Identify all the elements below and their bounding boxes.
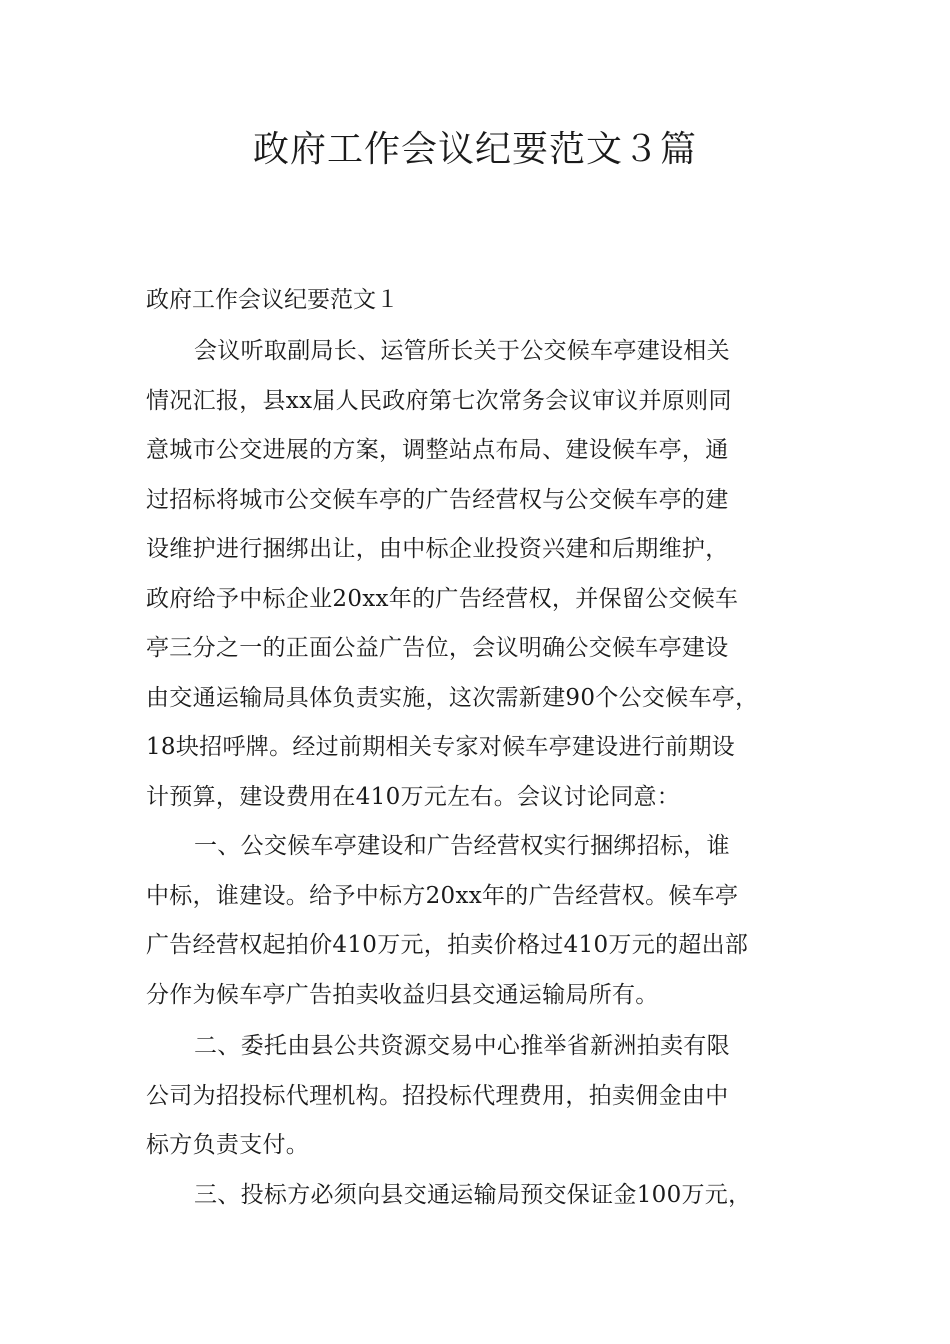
text-line: 意城市公交进展的方案，调整站点布局、建设候车亭，通 (146, 437, 729, 463)
paragraph-item-two (146, 1022, 826, 1171)
text-line: 计预算，建设费用在410万元左右。会议讨论同意： (146, 783, 681, 810)
text-line: 分作为候车亭广告拍卖收益归县交通运输局所有。 (146, 981, 659, 1008)
text-line: 亭三分之一的正面公益广告位，会议明确公交候车亭建设 (146, 635, 729, 661)
text-line: 会议听取副局长、运管所长关于公交候车亭建设相关 (194, 338, 730, 364)
text-line: 中标，谁建设。给予中标方20xx年的广告经营权。候车亭 (146, 882, 739, 909)
paragraph-item-one (146, 822, 826, 1020)
paragraph-item-three (146, 1171, 826, 1221)
text-line: 情况汇报，县xx届人民政府第七次常务会议审议并原则同 (146, 387, 732, 414)
text-line: 由交通运输局具体负责实施，这次需新建90个公交候车亭， (146, 684, 759, 711)
document-title: 政府工作会议纪要范文３篇 (252, 129, 697, 170)
text-line: 18块招呼牌。经过前期相关专家对候车亭建设进行前期设 (146, 734, 736, 760)
text-line: 过招标将城市公交候车亭的广告经营权与公交候车亭的建 (146, 486, 729, 513)
text-line: 政府给予中标企业20xx年的广告经营权，并保留公交候车 (146, 585, 739, 612)
text-line: 二、委托由县公共资源交易中心推举省新洲拍卖有限 (194, 1033, 730, 1059)
text-line: 广告经营权起拍价410万元，拍卖价格过410万元的超出部 (146, 932, 749, 958)
text-line: 三、投标方必须向县交通运输局预交保证金100万元， (194, 1182, 752, 1208)
text-line: 公司为招投标代理机构。招投标代理费用，拍卖佣金由中 (146, 1082, 729, 1109)
text-line: 一、公交候车亭建设和广告经营权实行捆绑招标，谁 (194, 833, 730, 859)
paragraph-meeting-summary (146, 327, 826, 822)
text-line: 标方负责支付。 (146, 1132, 310, 1158)
text-line: 设维护进行捆绑出让，由中标企业投资兴建和后期维护， (146, 536, 729, 562)
section-heading: 政府工作会议纪要范文１ (146, 287, 399, 313)
